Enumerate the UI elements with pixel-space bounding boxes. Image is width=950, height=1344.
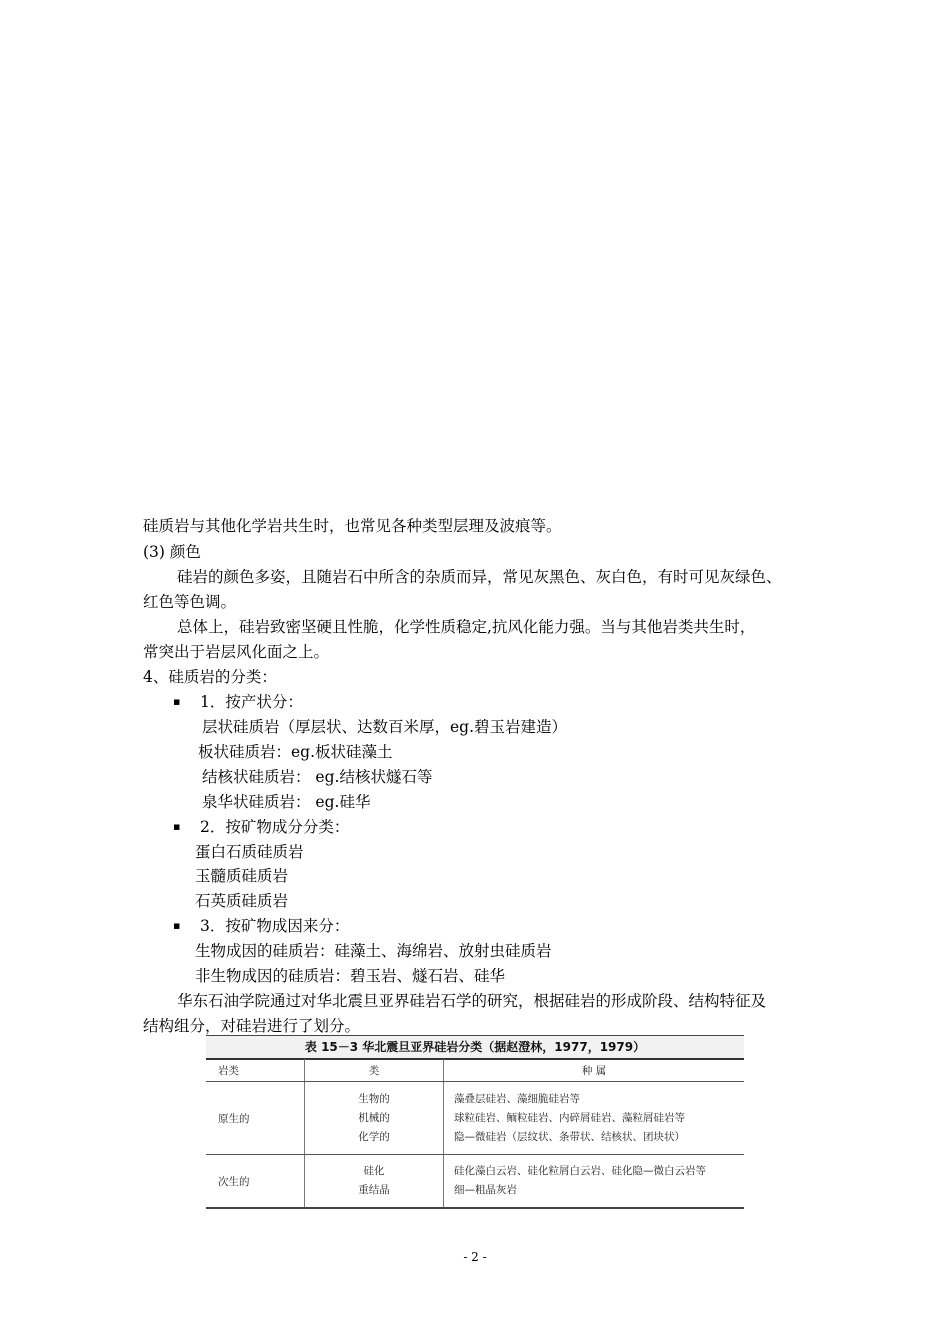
cell-species [444,1155,745,1208]
class-item: 生物的 [358,1092,390,1105]
list-item: 非生物成因的硅质岩：碧玉岩、燧石岩、硅华 [195,967,506,985]
table-row [206,1082,744,1155]
cell-classes [305,1082,444,1155]
table-row [206,1155,744,1208]
header-class: 类 [305,1059,444,1082]
cell-rock-class: 次生的 [206,1155,305,1208]
list-item: 泉华状硅质岩： eg.硅华 [202,793,371,811]
bullet-icon: ▪ [173,695,181,708]
paragraph-study-line1: 华东石油学院通过对华北震旦亚界硅岩石学的研究，根据硅岩的形成阶段、结构特征及 [177,992,767,1010]
class-item: 重结晶 [358,1184,390,1196]
bullet-icon: ▪ [173,820,181,833]
list-item: 玉髓质硅质岩 [195,867,289,885]
cell-species [444,1082,745,1155]
bullet-icon: ▪ [173,919,181,932]
classification-table [206,1059,744,1208]
list-item: 层状硅质岩（厚层状、达数百米厚，eg.碧玉岩建造） [202,718,568,736]
species-item: 隐—微硅岩（层纹状、条带状、结核状、团块状） [454,1130,685,1143]
species-item: 球粒硅岩、鲕粒硅岩、内碎屑硅岩、藻粒屑硅岩等 [454,1111,685,1124]
class-item: 机械的 [358,1111,390,1124]
class-item: 化学的 [358,1130,390,1143]
species-item: 藻叠层硅岩、藻细脆硅岩等 [454,1092,580,1105]
list-item: 结核状硅质岩： eg.结核状燧石等 [202,768,433,786]
table-header-row [206,1059,744,1082]
species-item: 硅化藻白云岩、硅化粒屑白云岩、硅化隐—微白云岩等 [454,1165,706,1177]
class-item: 硅化 [363,1165,385,1177]
table-title: 表 15－3 华北震旦亚界硅岩分类（据赵澄林，1977，1979） [206,1035,744,1060]
paragraph-study-line2: 结构组分，对硅岩进行了划分。 [143,1017,361,1035]
species-item: 细—粗晶灰岩 [454,1184,517,1196]
page-number: - 2 - [463,1250,487,1264]
list-item: 石英质硅质岩 [195,892,289,910]
header-rock-class: 岩类 [206,1059,305,1082]
classification-table-figure [206,1035,744,1209]
header-species: 种 属 [444,1059,745,1082]
heading-classification: 4、硅质岩的分类： [143,668,277,686]
table-bottom-rule [206,1207,744,1209]
list-item: 生物成因的硅质岩：硅藻土、海绵岩、放射虫硅质岩 [195,942,552,960]
paragraph-color-line2: 红色等色调。 [143,593,237,611]
list-heading-mineral: 2．按矿物成分分类： [200,818,350,836]
list-heading-occurrence: 1．按产状分： [200,693,303,711]
list-item: 板状硅质岩：eg.板状硅藻土 [198,743,393,761]
list-heading-genesis: 3．按矿物成因来分： [200,917,350,935]
paragraph-summary-line2: 常突出于岩层风化面之上。 [143,643,330,661]
paragraph-color-line1: 硅岩的颜色多姿，且随岩石中所含的杂质而异，常见灰黑色、灰白色，有时可见灰绿色、 [177,568,782,586]
cell-rock-class: 原生的 [206,1082,305,1155]
list-item: 蛋白石质硅质岩 [195,843,304,861]
paragraph-summary-line1: 总体上，硅岩致密坚硬且性脆，化学性质稳定,抗风化能力强。当与其他岩类共生时， [177,618,756,636]
paragraph-bedding: 硅质岩与其他化学岩共生时，也常见各种类型层理及波痕等。 [143,517,562,535]
cell-classes [305,1155,444,1208]
heading-color: (3) 颜色 [143,543,201,561]
